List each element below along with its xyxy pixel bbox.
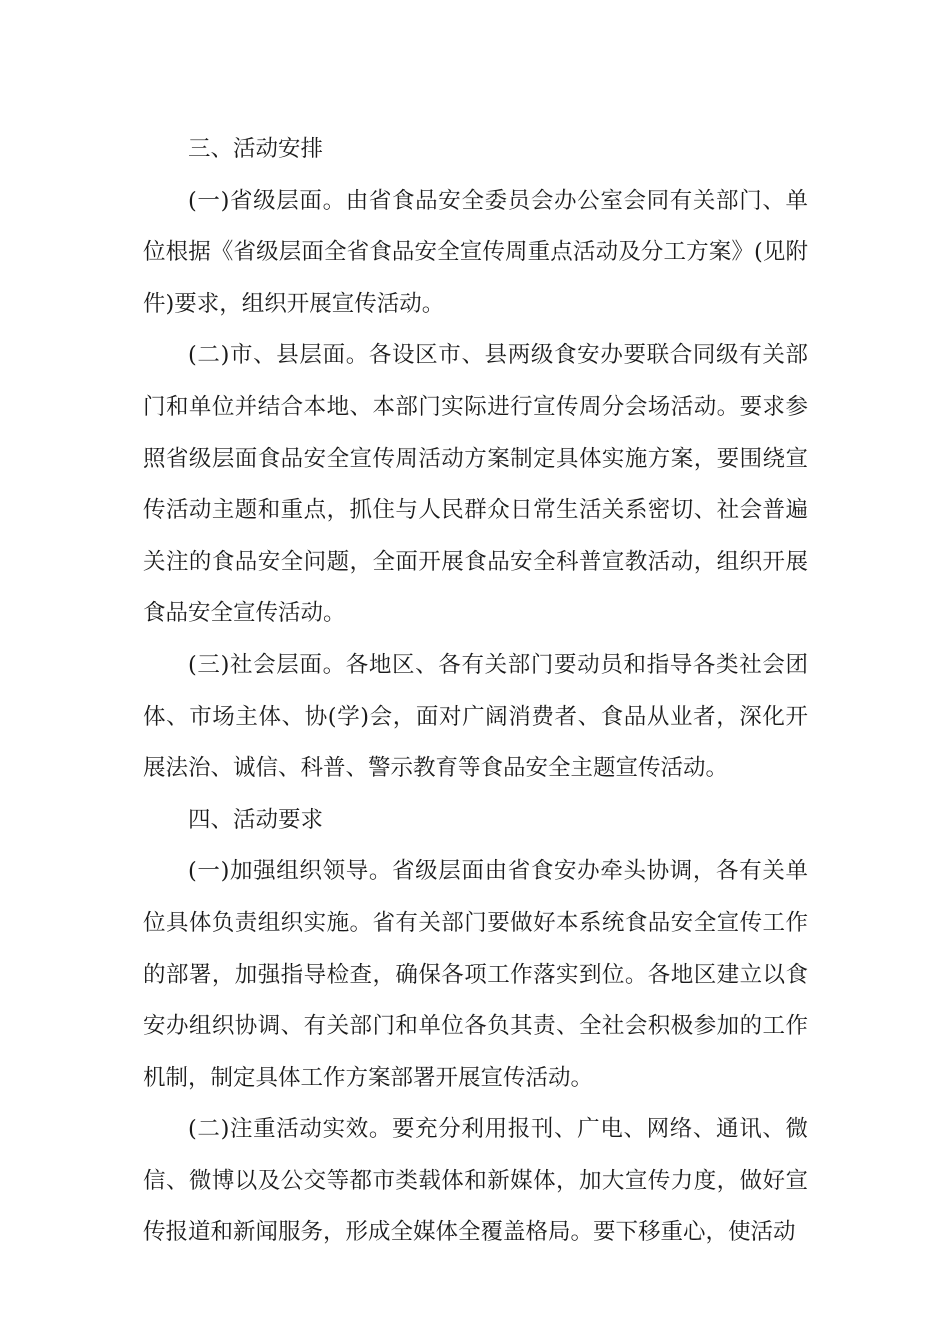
paragraph-social-level: (三)社会层面。各地区、各有关部门要动员和指导各类社会团体、市场主体、协(学)会，面对广阔消费者、食品从业者，深化开展法治、诚信、科普、警示教育等食品安全主题宣传活动。: [143, 651, 808, 782]
paragraph-city-county-level: (二)市、县层面。各设区市、县两级食安办要联合同级有关部门和单位并结合本地、本部门实际进行宣传周分会场活动。要求参照省级层面食品安全宣传周活动方案制定具体实施方案，要围绕宣传活动主题和重点，抓住与人民群众日常生活关系密切、社会普遍关注的食品安全问题，全面开展食品安全科普宣教活动，组织开展食品安全宣传活动。: [143, 342, 808, 627]
section-heading-activity-arrangement: 三、活动安排: [188, 136, 324, 162]
paragraph-activity-effectiveness: (二)注重活动实效。要充分利用报刊、广电、网络、通讯、微信、微博以及公交等都市类载体和新媒体，加大宣传力度，做好宣传报道和新闻服务，形成全媒体全覆盖格局。要下移重心，使活动: [143, 1116, 808, 1246]
paragraph-organization-leadership: (一)加强组织领导。省级层面由省食安办牵头协调，各有关单位具体负责组织实施。省有关部门要做好本系统食品安全宣传工作的部署，加强指导检查，确保各项工作落实到位。各地区建立以食安办组织协调、有关部门和单位各负其责、全社会积极参加的工作机制，制定具体工作方案部署开展宣传活动。: [143, 858, 808, 1091]
paragraph-provincial-level: (一)省级层面。由省食品安全委员会办公室会同有关部门、单位根据《省级层面全省食品安全宣传周重点活动及分工方案》(见附件)要求，组织开展宣传活动。: [143, 187, 808, 317]
document-body: [143, 124, 808, 1259]
section-heading-activity-requirements: 四、活动要求: [188, 806, 324, 833]
